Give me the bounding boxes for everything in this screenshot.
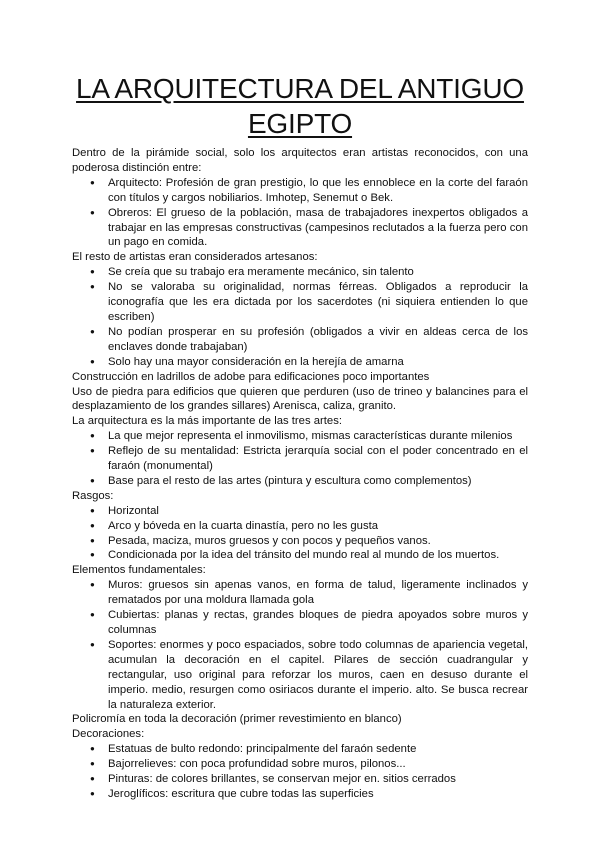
artisans-heading: El resto de artistas eran considerados artesanos: — [72, 251, 318, 264]
artisans-list — [72, 265, 528, 369]
stone-paragraph: Uso de piedra para edificios que quieren que perduren (uso de trineo y balancines para el desplazamiento de los grandes sillares) Arenisca, caliza, granito. — [72, 385, 528, 413]
importance-list — [72, 429, 528, 489]
list-item: ● No se valoraba su originalidad, normas férreas. Obligados a reproducir la iconografía que les era dictada por los sacerdotes (ni siquiera entienden lo que escriben) — [108, 280, 528, 325]
list-item: ● Jeroglíficos: escritura que cubre todas las superficies — [108, 787, 528, 802]
list-item: ● Base para el resto de las artes (pintura y escultura como complementos) — [108, 474, 528, 489]
document-body — [72, 146, 528, 802]
list-item: ● Condicionada por la idea del tránsito del mundo real al mundo de los muertos. — [108, 548, 528, 563]
list-item: ● Reflejo de su mentalidad: Estricta jerarquía social con el poder concentrado en el faraón (monumental) — [108, 444, 528, 474]
list-item: ● La que mejor representa el inmovilismo, mismas características durante milenios — [108, 429, 528, 444]
list-item: ● Solo hay una mayor consideración en la herejía de amarna — [108, 355, 528, 370]
adobe-paragraph: Construcción en ladrillos de adobe para edificaciones poco importantes — [72, 370, 430, 383]
importance-heading: La arquitectura es la más importante de las tres artes: — [72, 415, 343, 428]
page-title: LA ARQUITECTURA DEL ANTIGUO EGIPTO — [76, 73, 524, 139]
list-item: ● Estatuas de bulto redondo: principalmente del faraón sedente — [108, 742, 528, 757]
list-item: ● Muros: gruesos sin apenas vanos, en forma de talud, ligeramente inclinados y rematados por una moldura llamada gola — [108, 578, 528, 608]
intro-paragraph: Dentro de la pirámide social, solo los arquitectos eran artistas reconocidos, con una poderosa distinción entre: — [72, 147, 528, 174]
traits-heading: Rasgos: — [72, 489, 114, 502]
list-item: ● Se creía que su trabajo era meramente mecánico, sin talento — [108, 265, 528, 280]
elements-heading: Elementos fundamentales: — [72, 564, 206, 577]
list-item: ● Pesada, maciza, muros gruesos y con pocos y pequeños vanos. — [108, 534, 528, 549]
list-item: ● Arco y bóveda en la cuarta dinastía, pero no les gusta — [108, 519, 528, 534]
list-item: ● No podían prosperar en su profesión (obligados a vivir en aldeas cerca de los enclaves donde trabajaban) — [108, 325, 528, 355]
list-item: ● Obreros: El grueso de la población, masa de trabajadores inexpertos obligados a trabajar en las empresas constructivas (campesinos reclutados a la fuerza pero con un pago en comida. — [108, 206, 528, 251]
decorations-heading: Decoraciones: — [72, 728, 145, 741]
polychromy-paragraph: Policromía en toda la decoración (primer revestimiento en blanco) — [72, 713, 402, 726]
list-item: ● Cubiertas: planas y rectas, grandes bloques de piedra apoyados sobre muros y columnas — [108, 608, 528, 638]
elements-list — [72, 578, 528, 712]
list-item: ● Bajorrelieves: con poca profundidad sobre muros, pilonos... — [108, 757, 528, 772]
decorations-list — [72, 742, 528, 802]
list-item: ● Pinturas: de colores brillantes, se conservan mejor en. sitios cerrados — [108, 772, 528, 787]
roles-list — [72, 176, 528, 251]
list-item: ● Arquitecto: Profesión de gran prestigio, lo que les ennoblece en la corte del faraón con títulos y cargos nobiliarios. Imhotep, Senemut o Bek. — [108, 176, 528, 206]
traits-list — [72, 504, 528, 564]
list-item: ● Horizontal — [108, 504, 528, 519]
list-item: ● Soportes: enormes y poco espaciados, sobre todo columnas de apariencia vegetal, acumulan la decoración en el capitel. Pilares de sección cuadrangular y rectangular, uso original para reforzar los muros, caen en desuso durante el imperio. medio, resurgen como osiriacos durante el imperio. alto. Se busca recrear la naturaleza exterior. — [108, 638, 528, 713]
